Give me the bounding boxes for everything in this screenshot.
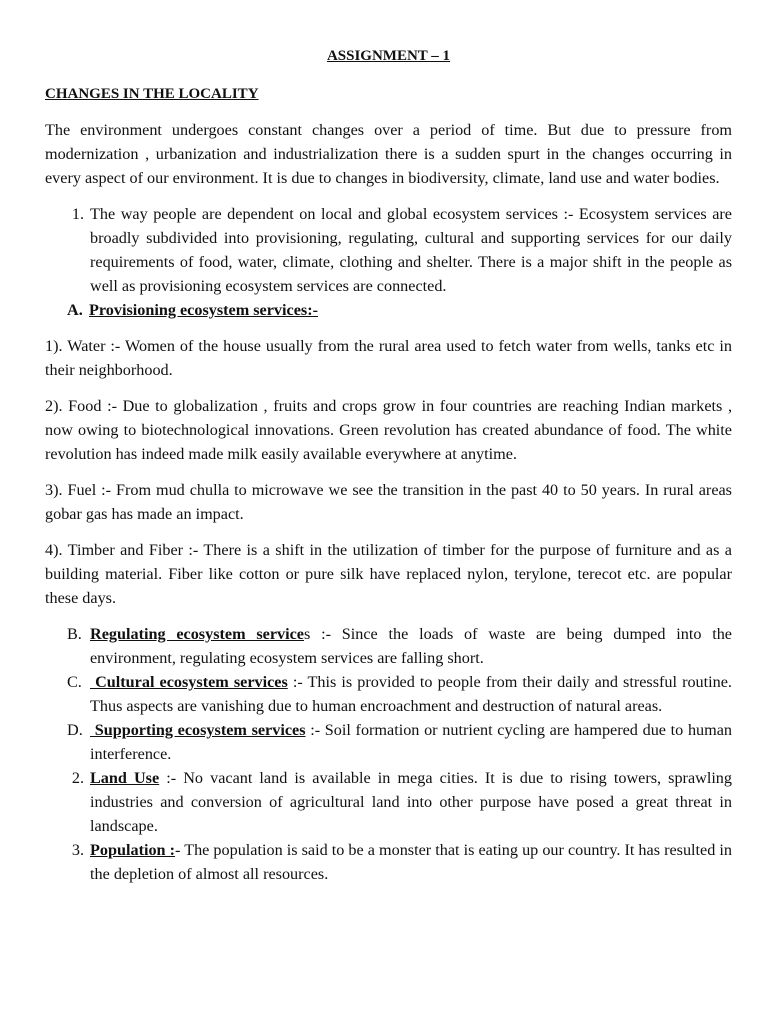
lettered-item-d-body [90, 718, 732, 766]
numbered-item-2 [45, 766, 732, 838]
intro-paragraph: The environment undergoes constant changes over a period of time. But due to pressure from modernization , urbanization and industrialization there is a sudden spurt in the changes occurring in every aspect of our environment. It is due to changes in biodiversity, climate, land use and water bodies. [45, 121, 732, 187]
land-use-heading: Land Use [90, 769, 160, 787]
population-heading: Population : [90, 841, 176, 859]
list-marker: 2. [71, 769, 84, 787]
list-marker: B. [67, 625, 82, 643]
list-marker: A. [67, 301, 83, 319]
lettered-item-b [45, 622, 732, 670]
cultural-heading: Cultural ecosystem services [90, 673, 288, 691]
numbered-item-3-body [90, 838, 732, 886]
numbered-item-3 [45, 838, 732, 886]
list-marker: D. [67, 721, 83, 739]
list-marker: 1. [71, 205, 84, 223]
subheading-a [67, 298, 732, 322]
lettered-item-b-body [90, 622, 732, 670]
numbered-item-1 [45, 202, 732, 298]
regulating-text: s :- Since the loads of waste are being dumped into the environment, regulating ecosystem services are falling short. [90, 625, 732, 667]
lettered-item-c [45, 670, 732, 718]
provisioning-timber-fiber: 4). Timber and Fiber :- There is a shift in the utilization of timber for the purpose of furniture and as a building material. Fiber like cotton or pure silk have replaced nylon, terylone, terecot etc. are popular these days. [45, 541, 732, 607]
list-marker: 3. [71, 841, 84, 859]
lettered-item-c-body [90, 670, 732, 718]
numbered-item-1-text: The way people are dependent on local and global ecosystem services :- Ecosystem services are broadly subdivided into provisioning, regulating, cultural and supporting services for our daily requirements of food, water, climate, clothing and shelter. There is a major shift in the people as well as provisioning ecosystem services are connected. [90, 205, 732, 295]
assignment-title: ASSIGNMENT – 1 [326, 48, 451, 64]
provisioning-water: 1). Water :- Women of the house usually from the rural area used to fetch water from wells, tanks etc in their neighborhood. [45, 337, 732, 379]
supporting-heading: Supporting ecosystem services [90, 721, 306, 739]
land-use-text: :- No vacant land is available in mega cities. It is due to rising towers, sprawling industries and conversion of agricultural land into other purpose have posed a great threat in landscape. [90, 769, 732, 835]
provisioning-fuel: 3). Fuel :- From mud chulla to microwave we see the transition in the past 40 to 50 years. In rural areas gobar gas has made an impact. [45, 481, 732, 523]
numbered-item-2-body [90, 766, 732, 838]
list-marker: C. [67, 673, 82, 691]
document-page [45, 44, 732, 886]
lettered-item-d [45, 718, 732, 766]
population-text: - The population is said to be a monster that is eating up our country. It has resulted in the depletion of almost all resources. [90, 841, 732, 883]
provisioning-heading: Provisioning ecosystem services:- [89, 301, 318, 319]
section-heading: CHANGES IN THE LOCALITY [45, 86, 259, 102]
cultural-text: :- This is provided to people from their daily and stressful routine. Thus aspects are vanishing due to human encroachment and destruction of natural areas. [90, 673, 732, 715]
regulating-heading: Regulating ecosystem service [90, 625, 304, 643]
supporting-text: :- Soil formation or nutrient cycling are hampered due to human interference. [90, 721, 733, 763]
provisioning-food: 2). Food :- Due to globalization , fruits and crops grow in four countries are reaching Indian markets , now owing to biotechnological innovations. Green revolution has created abundance of food. The white revolution has indeed made milk easily available everywhere at anytime. [45, 397, 732, 463]
